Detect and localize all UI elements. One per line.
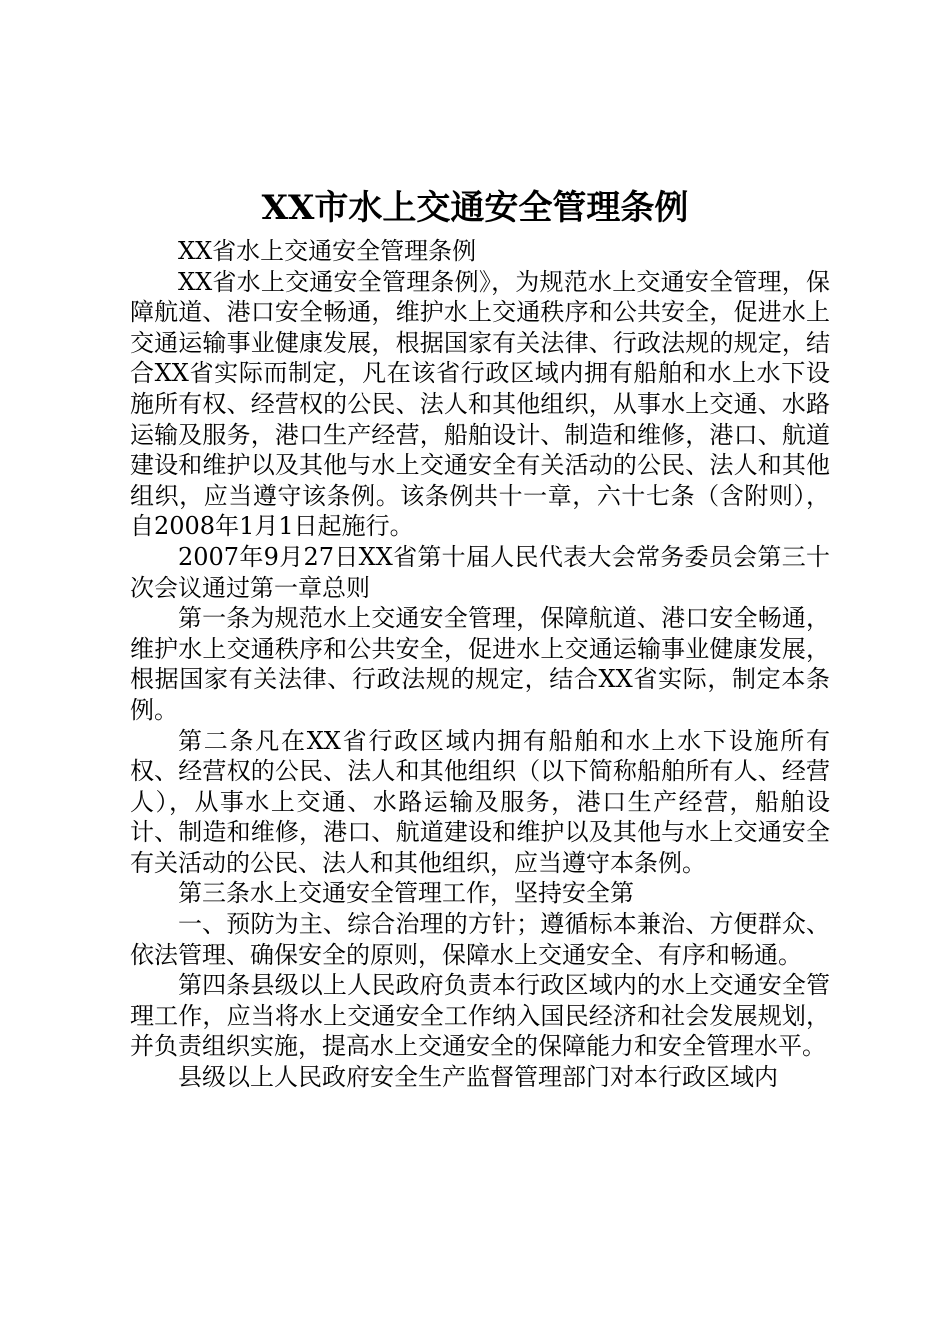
paragraph: XX省水上交通安全管理条例 xyxy=(178,237,477,265)
paragraph: XX省水上交通安全管理条例》，为规范水上交通安全管理，保障航道、港口安全畅通，维护水上交通秩序和公共安全，促进水上交通运输事业健康发展，根据国家有关法律、行政法规的规定，结合XX省实际而制定，凡在该省行政区域内拥有船舶和水上水下设施所有权、经营权的公民、法人和其他组织，从事水上交通、水路运输及服务，港口生产经营，船舶设计、制造和维修，港口、航道建设和维护以及其他与水上交通安全有关活动的公民、法人和其他组织，应当遵守该条例。该条例共十一章，六十七条（含附则），自2008年1月1日起施行。 xyxy=(130,267,830,541)
paragraph: 一、预防为主、综合治理的方针；遵循标本兼治、方便群众、依法管理、确保安全的原则，保障水上交通安全、有序和畅通。 xyxy=(130,910,830,969)
paragraph: 2007年9月27日XX省第十届人民代表大会常务委员会第三十次会议通过第一章总则 xyxy=(130,542,830,602)
document-title: XX市水上交通安全管理条例 xyxy=(261,188,689,228)
paragraph: 第一条为规范水上交通安全管理，保障航道、港口安全畅通，维护水上交通秩序和公共安全，促进水上交通运输事业健康发展，根据国家有关法律、行政法规的规定，结合XX省实际，制定本条例。 xyxy=(130,604,830,724)
paragraph: 县级以上人民政府安全生产监督管理部门对本行政区域内 xyxy=(178,1063,778,1092)
paragraph: 第二条凡在XX省行政区域内拥有船舶和水上水下设施所有权、经营权的公民、法人和其他组织（以下简称船舶所有人、经营人），从事水上交通、水路运输及服务，港口生产经营，船舶设计、制造和维修，港口、航道建设和维护以及其他与水上交通安全有关活动的公民、法人和其他组织，应当遵守本条例。 xyxy=(130,726,830,877)
document-body xyxy=(130,236,830,1093)
paragraph: 第三条水上交通安全管理工作，坚持安全第 xyxy=(178,879,634,908)
paragraph: 第四条县级以上人民政府负责本行政区域内的水上交通安全管理工作，应当将水上交通安全工作纳入国民经济和社会发展规划，并负责组织实施，提高水上交通安全的保障能力和安全管理水平。 xyxy=(130,971,830,1061)
